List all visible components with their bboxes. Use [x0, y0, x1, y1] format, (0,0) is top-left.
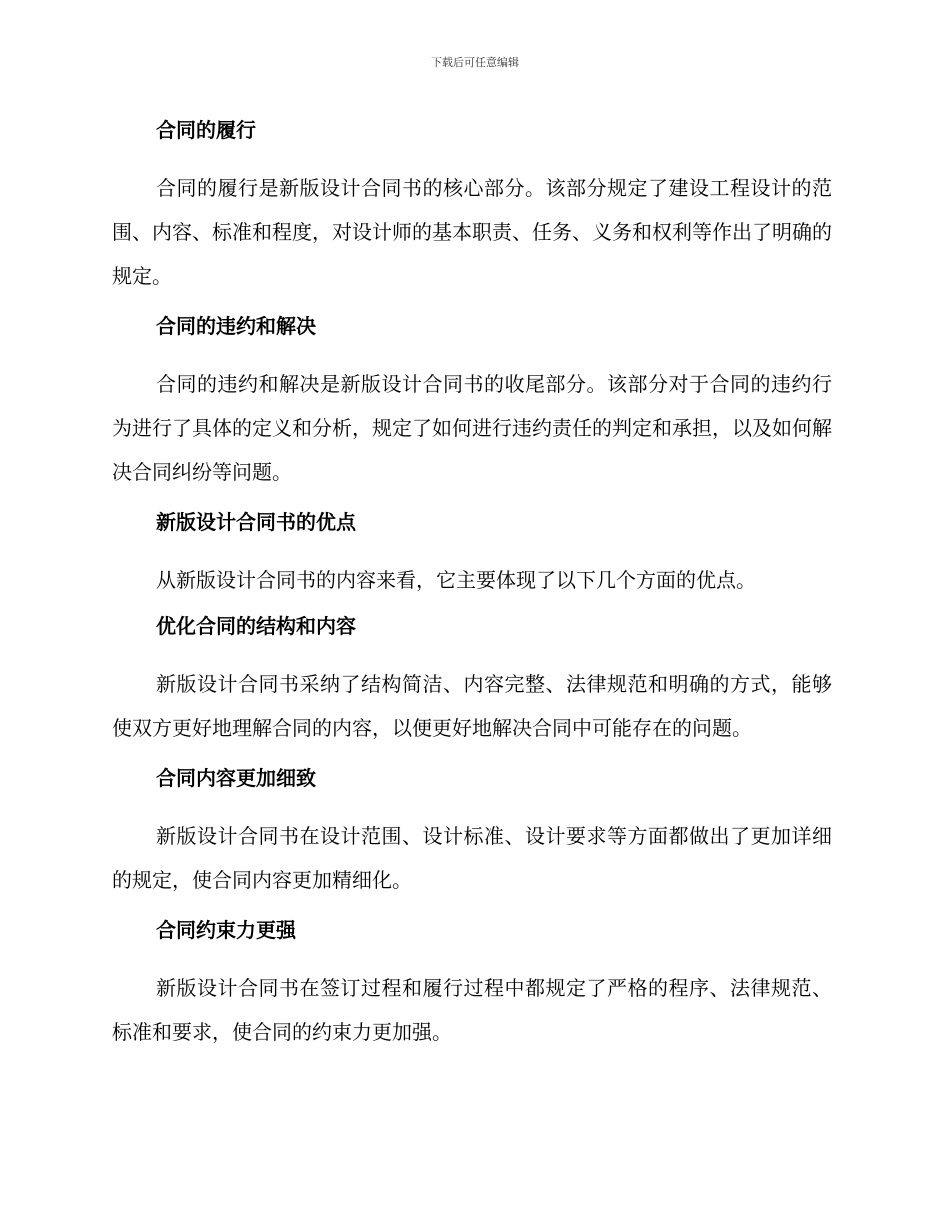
- section-body-advantages: 从新版设计合同书的内容来看，它主要体现了以下几个方面的优点。: [156, 568, 756, 592]
- section-heading-breach: 合同的违约和解决: [156, 314, 316, 338]
- header-note: 下载后可任意编辑: [431, 56, 519, 69]
- section-body-structure: 新版设计合同书采纳了结构简洁、内容完整、法律规范和明确的方式，能够使双方更好地理解合同的内容，以便更好地解决合同中可能存在的问题。: [112, 672, 832, 740]
- section-heading-advantages: 新版设计合同书的优点: [156, 510, 356, 534]
- section-body-performance: 合同的履行是新版设计合同书的核心部分。该部分规定了建设工程设计的范围、内容、标准和程度，对设计师的基本职责、任务、义务和权利等作出了明确的规定。: [112, 176, 832, 288]
- document-body: [112, 112, 832, 1064]
- section-body-binding: 新版设计合同书在签订过程和履行过程中都规定了严格的程序、法律规范、标准和要求，使合同的约束力更加强。: [112, 976, 832, 1044]
- section-body-breach: 合同的违约和解决是新版设计合同书的收尾部分。该部分对于合同的违约行为进行了具体的定义和分析，规定了如何进行违约责任的判定和承担，以及如何解决合同纠纷等问题。: [112, 372, 832, 484]
- section-heading-detail: 合同内容更加细致: [156, 766, 316, 790]
- section-heading-performance: 合同的履行: [156, 118, 256, 142]
- section-heading-binding: 合同约束力更强: [156, 918, 296, 942]
- section-body-detail: 新版设计合同书在设计范围、设计标准、设计要求等方面都做出了更加详细的规定，使合同内容更加精细化。: [112, 824, 832, 892]
- section-heading-structure: 优化合同的结构和内容: [156, 614, 356, 638]
